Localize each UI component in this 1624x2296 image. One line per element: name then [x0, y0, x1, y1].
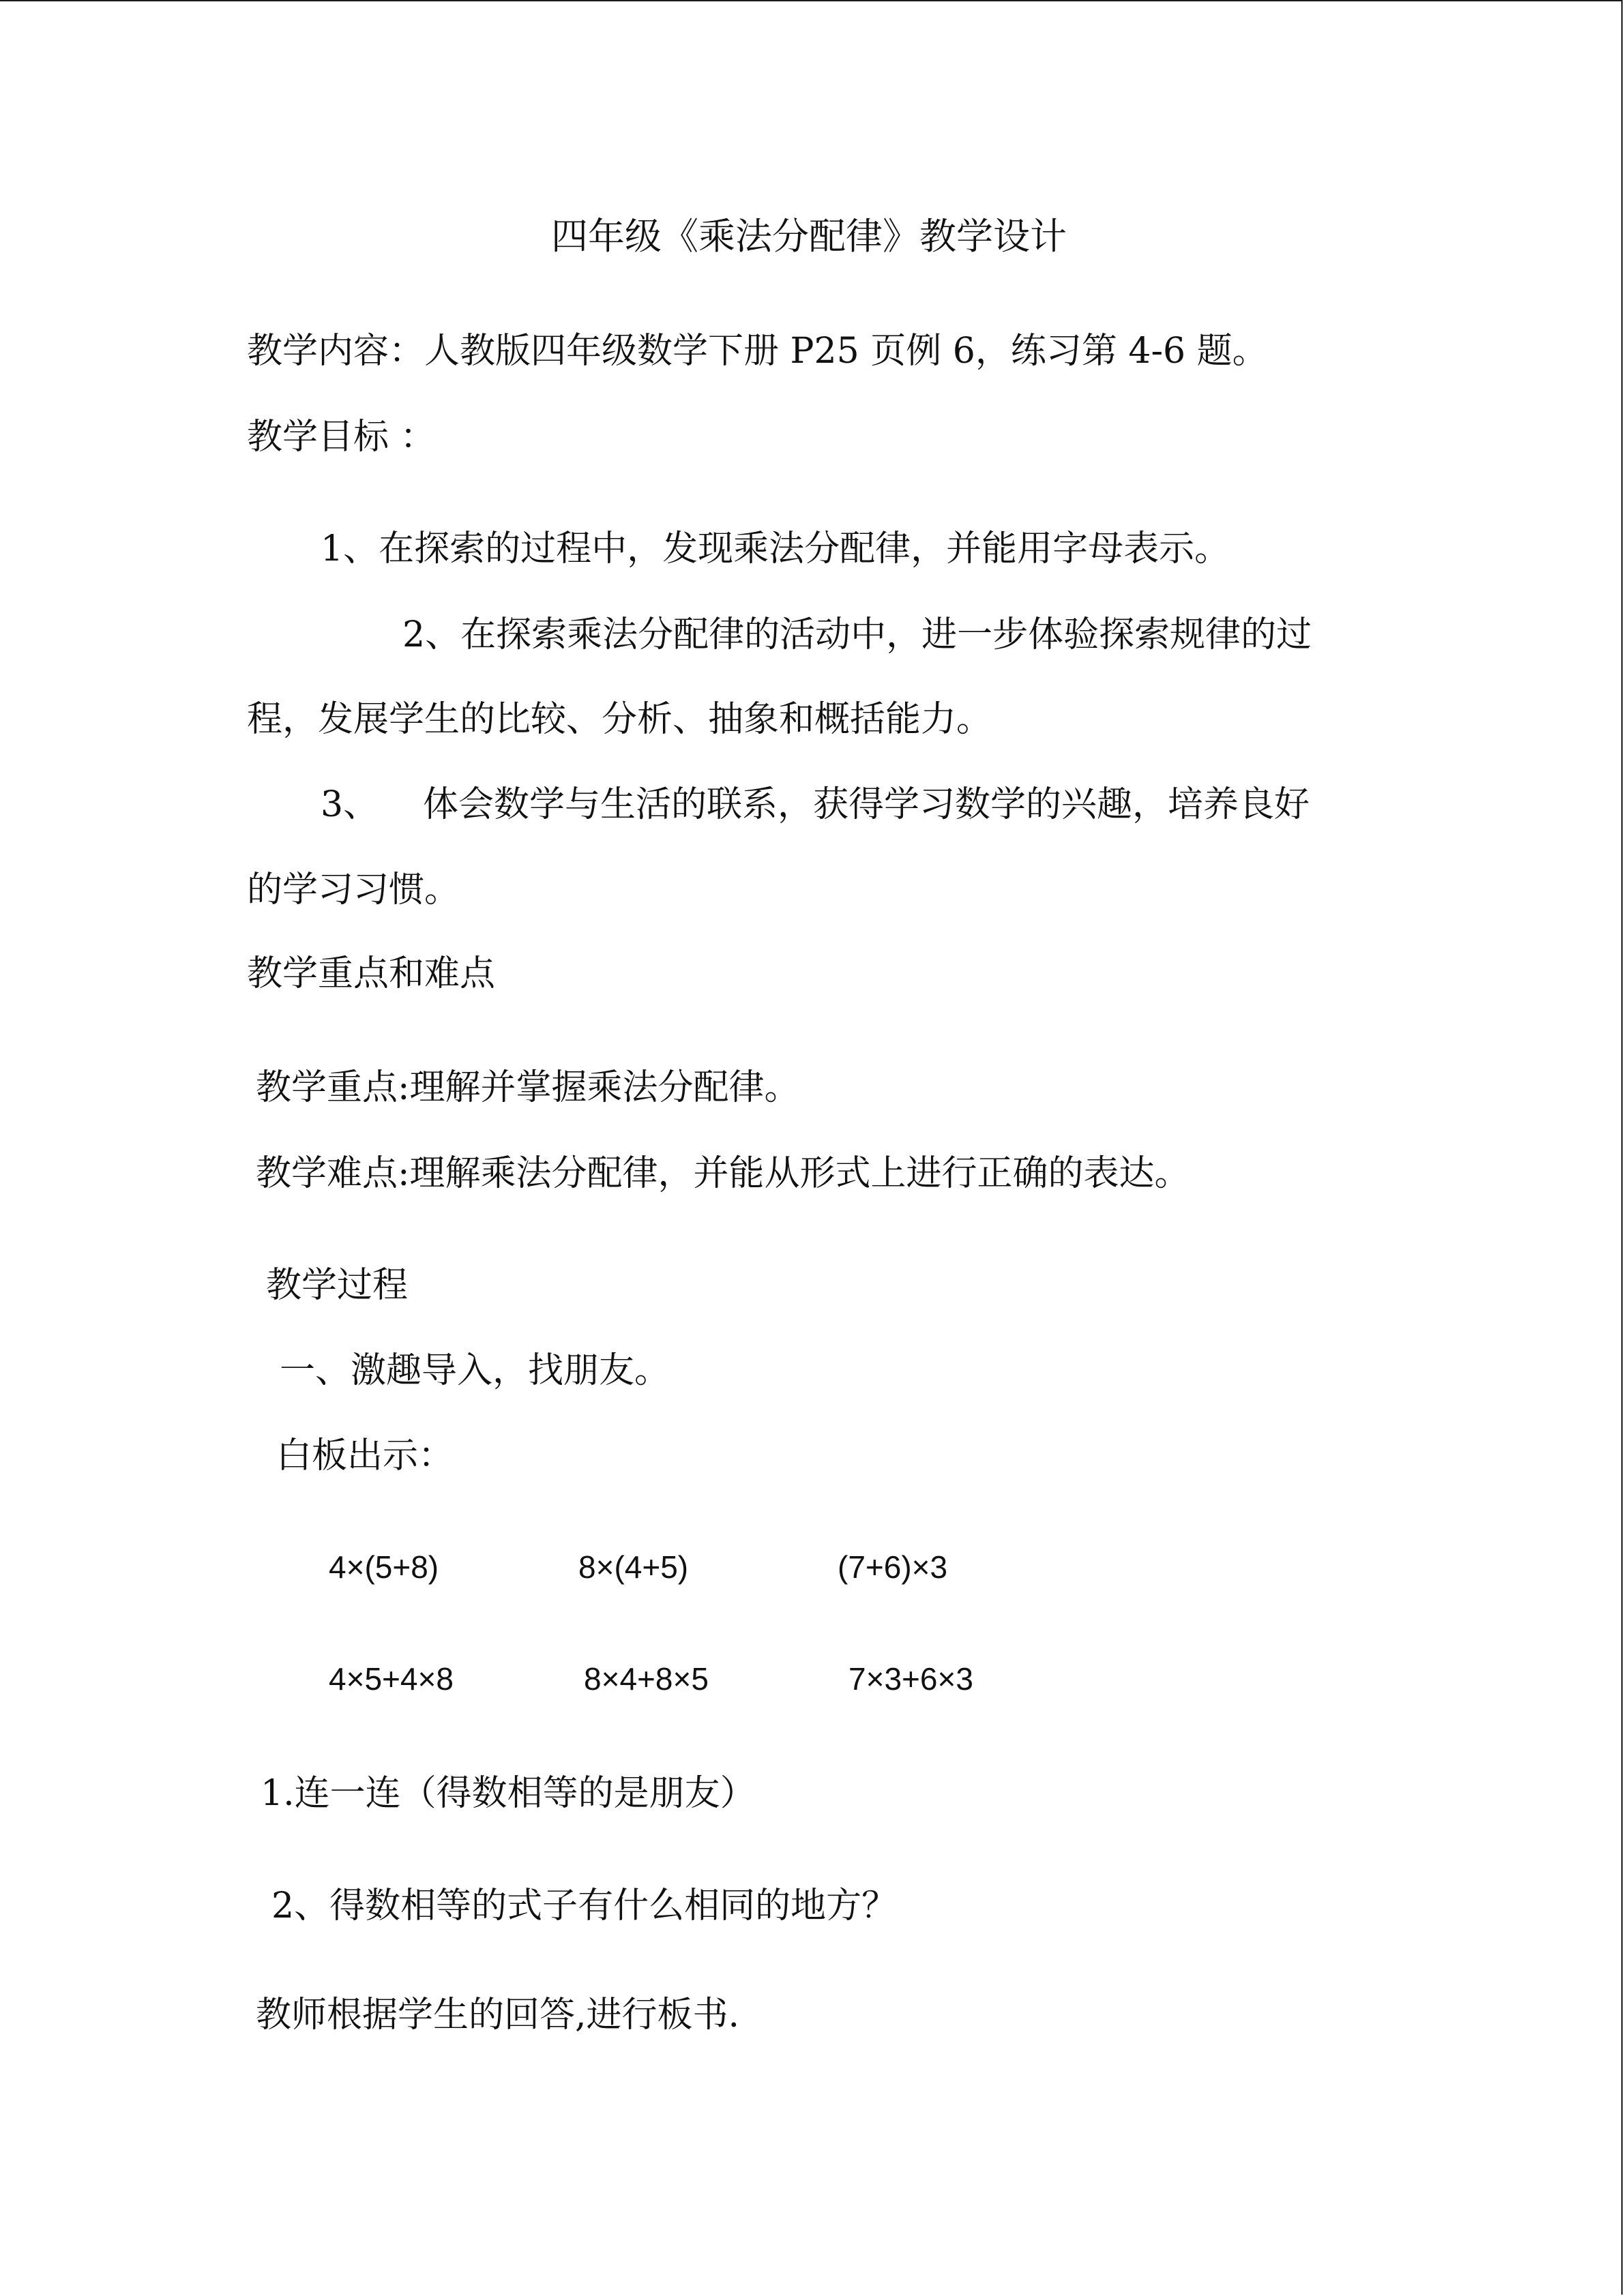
- expression: 8×4+8×5: [584, 1661, 709, 1697]
- expression: 8×(4+5): [578, 1549, 689, 1585]
- goal-3-line-2: 的学习习惯。: [247, 869, 460, 910]
- step-1-heading: 一、激趣导入，找朋友。: [280, 1350, 670, 1391]
- goal-2-line-1: 2、在探索乘法分配律的活动中，进一步体验探索规律的过: [402, 614, 1312, 655]
- key-difficulty-heading: 教学重点和难点: [247, 953, 496, 994]
- expression: (7+6)×3: [838, 1549, 948, 1585]
- goal-3-number: 3、: [321, 784, 379, 825]
- key-point: 教学重点:理解并掌握乘法分配律。: [256, 1067, 800, 1108]
- expression: 4×(5+8): [329, 1549, 439, 1585]
- process-heading: 教学过程: [266, 1265, 409, 1306]
- teaching-content: 教学内容：人教版四年级数学下册 P25 页例 6，练习第 4-6 题。: [247, 331, 1268, 372]
- document-title: 四年级《乘法分配律》教学设计: [551, 215, 1067, 258]
- goals-heading: 教学目标 ：: [247, 417, 436, 458]
- goal-3-line-1: [321, 781, 1310, 829]
- board-label: 白板出示：: [276, 1435, 454, 1476]
- goal-3-text: 体会数学与生活的联系，获得学习数学的兴趣，培养良好: [423, 784, 1310, 825]
- difficult-point: 教学难点:理解乘法分配律，并能从形式上进行正确的表达。: [256, 1153, 1190, 1194]
- goal-2-line-2: 程，发展学生的比较、分析、抽象和概括能力。: [247, 699, 992, 740]
- teacher-note: 教师根据学生的回答,进行板书.: [256, 1995, 740, 2036]
- expression: 7×3+6×3: [848, 1661, 973, 1697]
- goal-1: 1、在探索的过程中，发现乘法分配律，并能用字母表示。: [321, 528, 1230, 569]
- expression: 4×5+4×8: [329, 1661, 454, 1697]
- question-2: 2、得数相等的式子有什么相同的地方？: [271, 1885, 898, 1926]
- question-1: 1.连一连（得数相等的是朋友）: [261, 1773, 756, 1814]
